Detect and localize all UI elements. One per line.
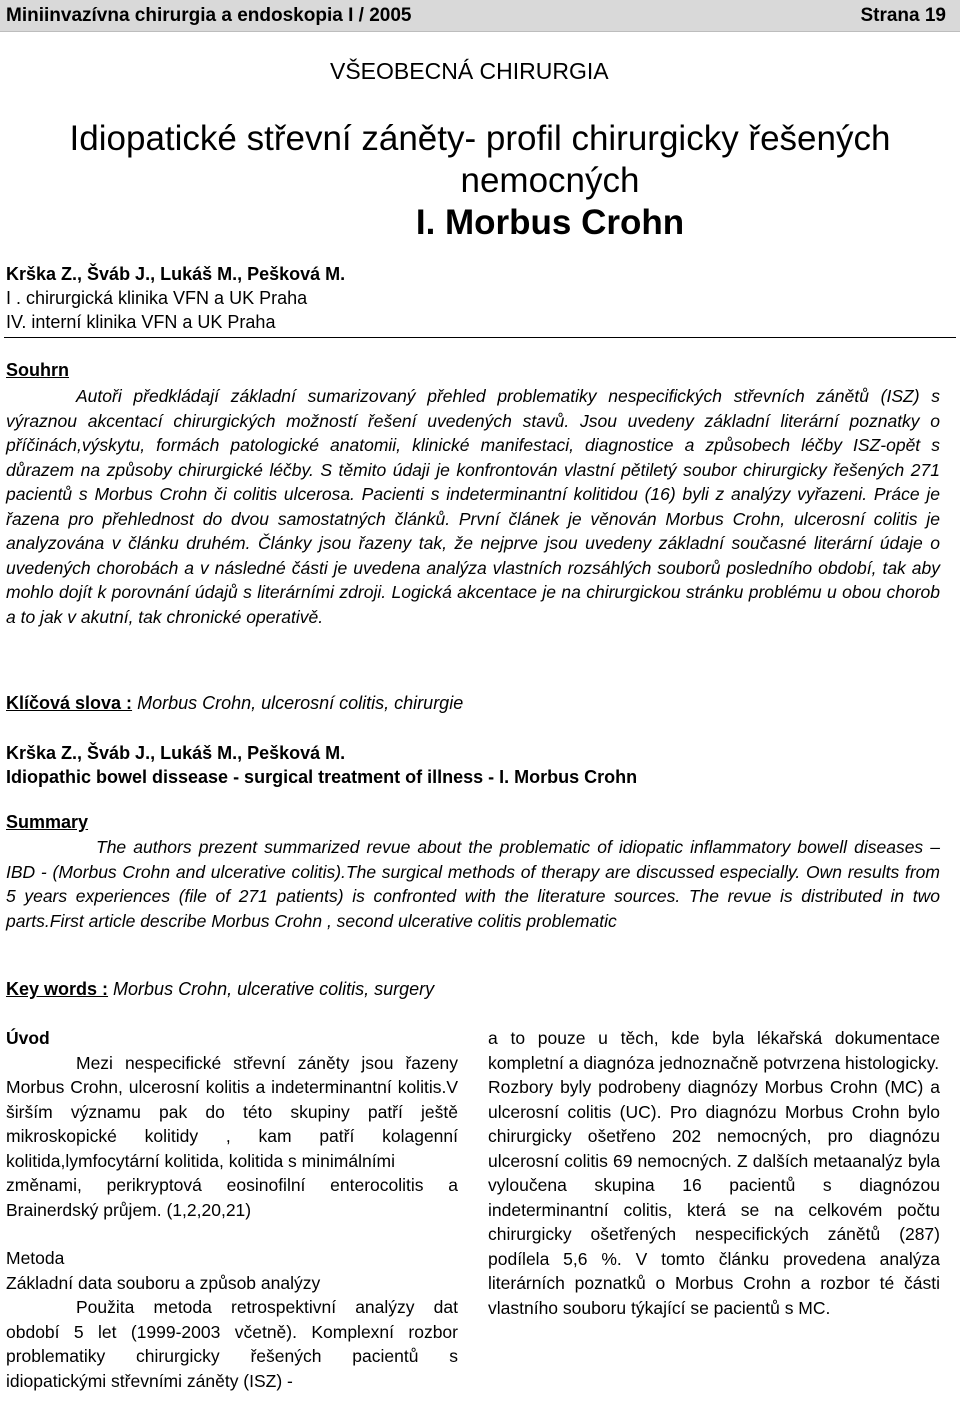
title-line-1: Idiopatické střevní záněty- profil chirurgicky řešených — [69, 119, 891, 158]
authors-block — [6, 262, 345, 334]
article-title — [0, 118, 960, 244]
keywords-en — [6, 979, 434, 1000]
uvod-heading: Úvod — [6, 1028, 50, 1048]
divider-line — [4, 337, 956, 338]
title-line-2: nemocných — [460, 161, 640, 200]
metoda-text: Použita metoda retrospektivní analýzy dat období 5 let (1999-2003 včetně). Komplexní rozbor problematiky chirurgicky řešených pacientů s idiopatickými střevními záněty (ISZ) - — [6, 1297, 458, 1391]
souhrn-text: Autoři předkládají základní sumarizovaný přehled problematiky nespecifických střevních zánětů (ISZ) s výraznou akcentací chirurgických možností řešení uvedených stavů. Jsou uvedeny základní literární poznatky o příčinách,výskytu, formách patologické anatomii, klinické manifestaci, diagnostice a způsobech léčby ISZ-opět s důrazem na způsoby chirurgické léčby. S těmito údaji je konfrontován vlastní pětiletý soubor chirurgicky řešených 271 pacientů s Morbus Crohn či colitis ulcerosa. Pacienti s indeterminantní kolitidou (16) byli z analýzy vyřazeni. Práce je řazena pro přehlednost do dvou samostatných článků. První článek je věnován Morbus Crohn, ulcerosní colitis je analyzována v článku druhém. Články jsou řazeny tak, že nejprve jsou uvedeny základní současné literární údaje o uvedených chorobách a v následné části je uvedena analýza vlastních rozsáhlých souborů posledního období, tak aby mohlo dojít k porovnání údajů s literárními zdroji. Logická akcentace je na chirurgickou stránku problému u obou chorob a to jak v akutní, tak chronické operativě. — [6, 386, 940, 627]
metoda-subheading: Základní data souboru a způsob analýzy — [6, 1272, 321, 1293]
title-line-3: I. Morbus Crohn — [415, 203, 685, 242]
summary-text: The authors prezent summarized revue about the problematic of idiopatic inflammatory bowell diseases – IBD - (Morbus Crohn and ulcerative colitis).The surgical methods of therapy are discussed especially. Own results from 5 years experiences (file of 271 patients) is confronted with the literature sources. The revue is distributed in two parts.First article describe Morbus Crohn , second ulcerative colitis problematic — [6, 837, 940, 931]
uvod-text-2: změnami, perikryptová eosinofilní enterocolitis a Brainerdský průjem. (1,2,20,21) — [6, 1175, 458, 1220]
uvod-text: Mezi nespecifické střevní záněty jsou řazeny Morbus Crohn, ulcerosní kolitis a indeterminantní kolitis.V širším významu pak do této skupiny patří ještě mikroskopické kolitidy , kam patří kolagenní kolitida,lymfocytární kolitida, kolitida s minimálními — [6, 1052, 458, 1171]
page-number: Strana 19 — [860, 5, 946, 26]
keywords-en-value: Morbus Crohn, ulcerative colitis, surgery — [113, 979, 435, 999]
journal-name: Miniinvazívna chirurgia a endoskopia I / 2005 — [6, 5, 412, 26]
right-paragraph-2: Rozbory byly podrobeny diagnózy Morbus Crohn (MC) a ulcerosní colitis (UC). Pro diagnózu Morbus Crohn bylo chirurgicky ošetřeno 202 nemocných, pro diagnózu ulcerosní colitis 69 nemocných. Z dalších metaanalýz byla vyloučena skupina 16 pacientů s diagnózou indeterminantní colitis, která se na celkovém počtu chirurgicky ošetřených nespecifických zánětů (287) podílela 5,6 %. V tomto článku provedena analýza literárních poznatků o Morbus Crohn a rozbor té části vlastního souboru týkající se pacientů s MC. — [488, 1077, 940, 1318]
left-column — [6, 1026, 458, 1393]
english-authors: Krška Z., Šváb J., Lukáš M., Pešková M. — [6, 743, 346, 763]
journal-header-bar — [0, 0, 960, 32]
english-header — [6, 741, 637, 789]
author-names: Krška Z., Šváb J., Lukáš M., Pešková M. — [6, 264, 346, 284]
souhrn-heading: Souhrn — [6, 360, 69, 380]
right-paragraph-1: a to pouze u těch, kde byla lékařská dokumentace kompletní a diagnóza jednoznačně potvrzena histologicky. — [488, 1028, 940, 1073]
keywords-cz-value: Morbus Crohn, ulcerosní colitis, chirurgie — [137, 693, 464, 713]
metoda-heading: Metoda — [6, 1248, 65, 1268]
keywords-en-label: Key words : — [6, 979, 109, 999]
section-heading: VŠEOBECNÁ CHIRURGIA — [330, 58, 609, 84]
keywords-cz — [6, 693, 463, 714]
affiliation-2: IV. interní klinika VFN a UK Praha — [6, 312, 276, 332]
summary-heading: Summary — [6, 812, 89, 832]
affiliation-1: I . chirurgická klinika VFN a UK Praha — [6, 288, 308, 308]
keywords-cz-label: Klíčová slova : — [6, 693, 133, 713]
english-title: Idiopathic bowel dissease - surgical treatment of illness - I. Morbus Crohn — [6, 767, 638, 787]
right-column — [488, 1026, 940, 1320]
